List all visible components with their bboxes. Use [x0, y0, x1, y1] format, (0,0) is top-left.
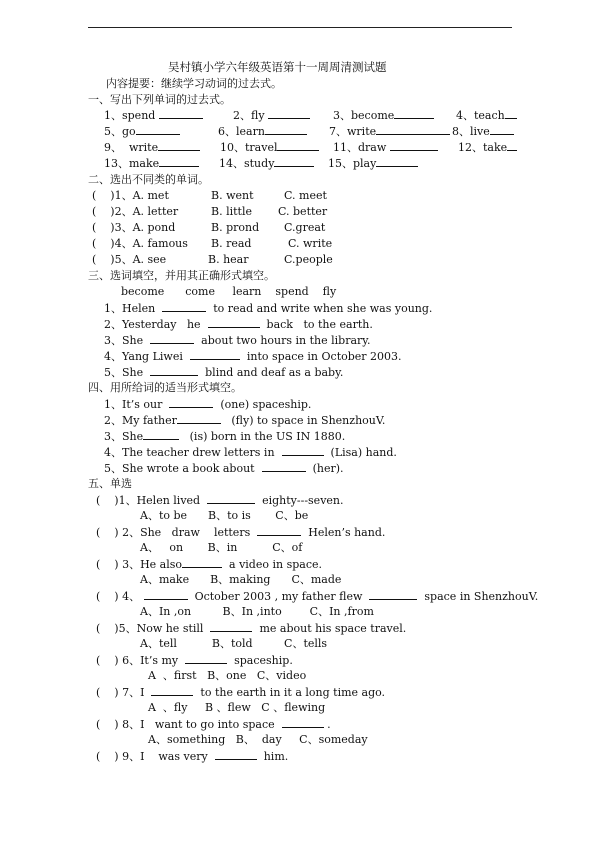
answer-blank[interactable] — [182, 557, 222, 568]
answer-blank[interactable] — [215, 749, 257, 760]
answer-blank[interactable] — [136, 124, 180, 135]
s2-item-5-b: B. hear — [208, 253, 249, 266]
top-rule — [88, 27, 512, 28]
answer-blank[interactable] — [505, 108, 517, 119]
s2-item-4-c: C. write — [288, 237, 333, 250]
answer-blank[interactable] — [507, 140, 517, 151]
answer-blank[interactable] — [257, 525, 301, 536]
s1-item-1: 1、spend — [104, 108, 203, 122]
word-box: become come learn spend fly — [121, 285, 337, 298]
s5-options-6: A 、first B、one C、video — [148, 669, 307, 682]
answer-blank[interactable] — [282, 717, 324, 728]
answer-blank[interactable] — [151, 685, 193, 696]
content-summary: 内容提要：继续学习动词的过去式。 — [106, 77, 282, 90]
s4-item-2: 2、My father (fly) to space in ShenzhouV. — [104, 414, 386, 427]
s3-item-4: 4、Yang Liwei into space in October 2003. — [104, 350, 402, 363]
answer-blank[interactable] — [265, 124, 307, 135]
s5-question-6: ( ) 6、It’s my spaceship. — [96, 654, 293, 667]
s1-item-8: 8、live — [452, 124, 514, 138]
answer-blank[interactable] — [376, 124, 450, 135]
answer-blank[interactable] — [277, 140, 319, 151]
s5-question-1: ( )1、Helen lived eighty---seven. — [96, 494, 344, 507]
answer-blank[interactable] — [207, 493, 255, 504]
s3-item-2: 2、Yesterday he back to the earth. — [104, 318, 373, 331]
s5-options-4: A、In ,on B、In ,into C、In ,from — [140, 605, 374, 618]
answer-blank[interactable] — [376, 156, 418, 167]
answer-blank[interactable] — [159, 108, 203, 119]
section2-heading: 二、选出不同类的单词。 — [88, 173, 209, 186]
s1-item-9: 9、 write — [104, 140, 200, 154]
s5-question-8: ( ) 8、I want to go into space . — [96, 718, 331, 731]
s2-item-4: ( )4、A. famous — [92, 237, 188, 250]
s2-item-3-c: C.great — [284, 221, 326, 234]
s2-item-2-b: B. little — [211, 205, 252, 218]
s1-item-15: 15、play — [328, 156, 418, 170]
s1-item-3: 3、become — [333, 108, 434, 122]
s4-item-5: 5、She wrote a book about (her). — [104, 462, 344, 475]
s2-item-3: ( )3、A. pond — [92, 221, 176, 234]
answer-blank[interactable] — [274, 156, 314, 167]
s2-item-3-b: B. prond — [211, 221, 260, 234]
section4-heading: 四、用所给词的适当形式填空。 — [88, 381, 242, 394]
s5-question-4: ( ) 4、 October 2003 , my father flew space in ShenzhouV. — [96, 590, 539, 603]
answer-blank[interactable] — [150, 333, 194, 344]
s5-question-2: ( ) 2、She draw letters Helen’s hand. — [96, 526, 386, 539]
s3-item-1: 1、Helen to read and write when she was young. — [104, 302, 433, 315]
answer-blank[interactable] — [169, 397, 213, 408]
answer-blank[interactable] — [210, 621, 252, 632]
s5-question-5: ( )5、Now he still me about his space travel. — [96, 622, 407, 635]
answer-blank[interactable] — [144, 589, 188, 600]
answer-blank[interactable] — [208, 317, 260, 328]
answer-blank[interactable] — [150, 365, 198, 376]
answer-blank[interactable] — [394, 108, 434, 119]
s1-item-7: 7、write — [329, 124, 450, 138]
s2-item-5: ( )5、A. see — [92, 253, 167, 266]
s2-item-1: ( )1、A. met — [92, 189, 169, 202]
answer-blank[interactable] — [282, 445, 324, 456]
answer-blank[interactable] — [159, 156, 199, 167]
answer-blank[interactable] — [177, 413, 221, 424]
s4-item-3: 3、She (is) born in the US IN 1880. — [104, 430, 346, 443]
s2-item-2: ( )2、A. letter — [92, 205, 179, 218]
s1-item-11: 11、draw — [333, 140, 438, 154]
s2-item-2-c: C. better — [278, 205, 328, 218]
answer-blank[interactable] — [490, 124, 514, 135]
answer-blank[interactable] — [143, 429, 179, 440]
s2-item-4-b: B. read — [211, 237, 252, 250]
section3-heading: 三、选词填空，并用其正确形式填空。 — [88, 269, 275, 282]
answer-blank[interactable] — [369, 589, 417, 600]
s4-item-4: 4、The teacher drew letters in (Lisa) hand. — [104, 446, 397, 459]
answer-blank[interactable] — [185, 653, 227, 664]
s1-item-12: 12、take — [458, 140, 517, 154]
answer-blank[interactable] — [390, 140, 438, 151]
worksheet-title: 吴村镇小学六年级英语第十一周周清测试题 — [168, 60, 387, 74]
section5-heading: 五、单选 — [88, 477, 132, 490]
s1-item-5: 5、go — [104, 124, 180, 138]
answer-blank[interactable] — [158, 140, 200, 151]
answer-blank[interactable] — [162, 301, 206, 312]
s3-item-5: 5、She blind and deaf as a baby. — [104, 366, 344, 379]
s5-options-7: A 、fly B 、flew C 、flewing — [148, 701, 326, 714]
s1-item-2: 2、fly — [233, 108, 310, 122]
s2-item-5-c: C.people — [284, 253, 333, 266]
s3-item-3: 3、She about two hours in the library. — [104, 334, 371, 347]
s5-options-5: A、tell B、told C、tells — [140, 637, 328, 650]
s5-question-3: ( ) 3、He also a video in space. — [96, 558, 322, 571]
s1-item-14: 14、study — [219, 156, 314, 170]
answer-blank[interactable] — [262, 461, 306, 472]
s1-item-6: 6、learn — [218, 124, 307, 138]
s5-options-1: A、to be B、to is C、be — [140, 509, 309, 522]
s5-options-2: A、 on B、in C、of — [140, 541, 303, 554]
s1-item-10: 10、travel — [220, 140, 319, 154]
s5-options-8: A、something B、 day C、someday — [148, 733, 368, 746]
s5-question-9: ( ) 9、I was very him. — [96, 750, 289, 763]
s2-item-1-b: B. went — [211, 189, 254, 202]
s5-question-7: ( ) 7、I to the earth in it a long time ago. — [96, 686, 386, 699]
answer-blank[interactable] — [190, 349, 240, 360]
s1-item-4: 4、teach — [456, 108, 517, 122]
s2-item-1-c: C. meet — [284, 189, 327, 202]
s5-options-3: A、make B、making C、made — [140, 573, 342, 586]
section1-heading: 一、写出下列单词的过去式。 — [88, 93, 231, 106]
s4-item-1: 1、It’s our (one) spaceship. — [104, 398, 312, 411]
answer-blank[interactable] — [268, 108, 310, 119]
s1-item-13: 13、make — [104, 156, 199, 170]
